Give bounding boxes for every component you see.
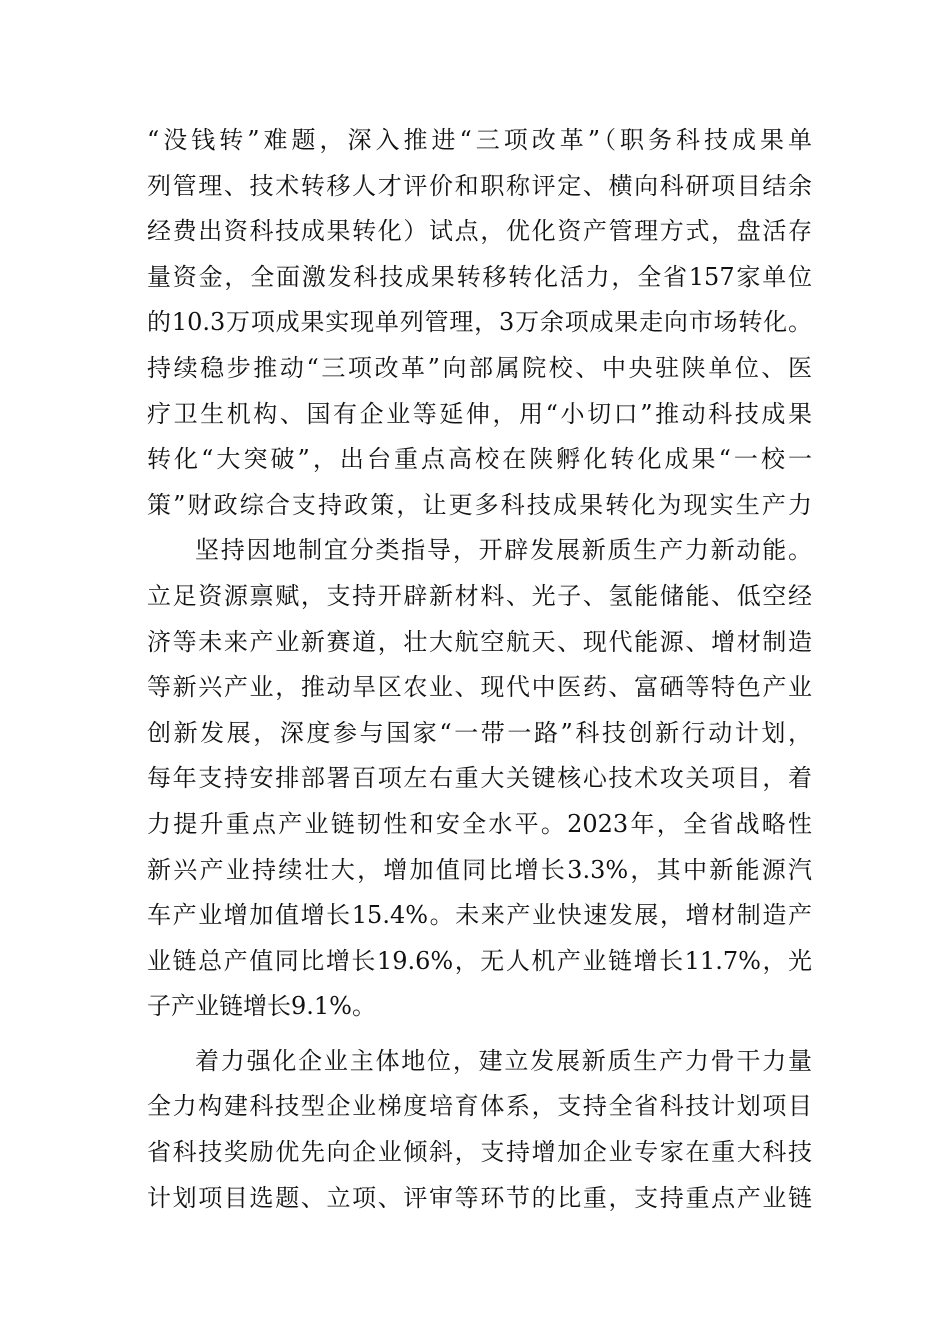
- text-line: 经费出资科技成果转化）试点，优化资产管理方式，盘活存: [147, 217, 812, 246]
- document-body: [147, 118, 812, 1221]
- paragraph-spacer: [147, 1030, 812, 1039]
- text-line: 济等未来产业新赛道，壮大航空航天、现代能源、增材制造: [147, 627, 812, 656]
- text-line: 车产业增加值增长15.4%。未来产业快速发展，增材制造产: [147, 901, 812, 930]
- text-line: 业链总产值同比增长19.6%，无人机产业链增长11.7%，光: [147, 946, 812, 975]
- text-line: 量资金，全面激发科技成果转移转化活力，全省157家单位: [147, 262, 812, 291]
- text-line: “没钱转”难题，深入推进“三项改革”（职务科技成果单: [147, 126, 812, 154]
- text-line: 坚持因地制宜分类指导，开辟发展新质生产力新动能。: [195, 536, 812, 565]
- text-line: 力提升重点产业链韧性和安全水平。2023年，全省战略性: [147, 809, 812, 838]
- text-line: 新兴产业持续壮大，增加值同比增长3.3%，其中新能源汽: [147, 855, 812, 884]
- text-line: 每年支持安排部署百项左右重大关键核心技术攻关项目，着: [147, 764, 812, 793]
- text-line: 的10.3万项成果实现单列管理，3万余项成果走向市场转化。: [147, 308, 812, 337]
- text-line: 省科技奖励优先向企业倾斜，支持增加企业专家在重大科技: [147, 1138, 812, 1167]
- paragraph-new-drivers: [147, 528, 812, 1030]
- text-line: 疗卫生机构、国有企业等延伸，用“小切口”推动科技成果: [147, 399, 812, 428]
- text-line: 立足资源禀赋，支持开辟新材料、光子、氢能储能、低空经: [147, 581, 812, 610]
- paragraph-enterprise: [147, 1039, 812, 1221]
- text-line: 列管理、技术转移人才评价和职称评定、横向科研项目结余: [147, 171, 812, 200]
- text-line: 等新兴产业，推动旱区农业、现代中医药、富硒等特色产业: [147, 673, 812, 702]
- paragraph-reform: [147, 118, 812, 528]
- text-line: 全力构建科技型企业梯度培育体系，支持全省科技计划项目: [147, 1092, 812, 1121]
- text-line: 持续稳步推动“三项改革”向部属院校、中央驻陕单位、医: [147, 353, 812, 382]
- text-line: 转化“大突破”，出台重点高校在陕孵化转化成果“一校一: [147, 445, 812, 474]
- text-line: 着力强化企业主体地位，建立发展新质生产力骨干力量: [195, 1046, 812, 1075]
- text-line: 创新发展，深度参与国家“一带一路”科技创新行动计划，: [147, 718, 812, 747]
- text-line: 策”财政综合支持政策，让更多科技成果转化为现实生产力: [147, 490, 812, 519]
- text-line: 计划项目选题、立项、评审等环节的比重，支持重点产业链: [147, 1183, 812, 1212]
- text-line: 子产业链增长9.1%。: [147, 992, 376, 1021]
